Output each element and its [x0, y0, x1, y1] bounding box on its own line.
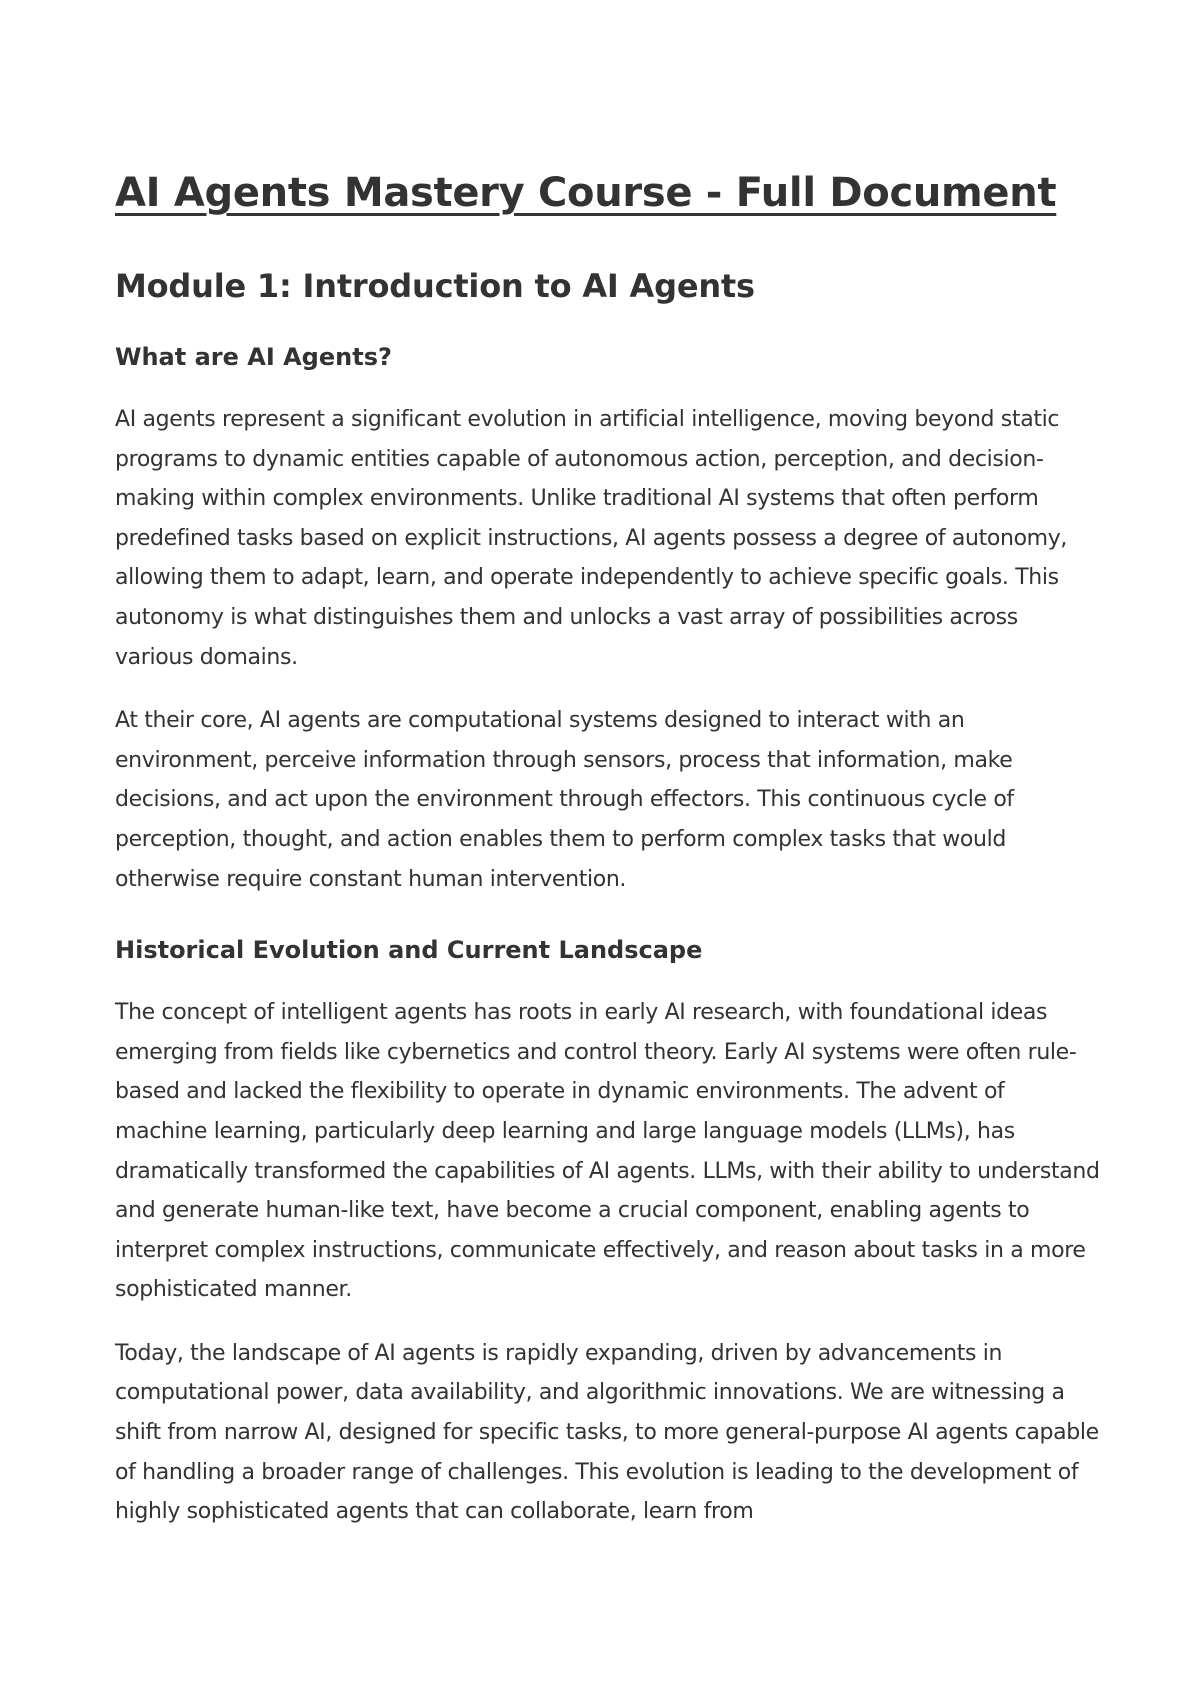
- section-what-are-ai-agents: [115, 340, 1100, 899]
- module-title: Module 1: Introduction to AI Agents: [115, 267, 755, 305]
- paragraph: AI agents represent a significant evolution in artificial intelligence, moving beyond static programs to dynamic entities capable of autonomous action, perception, and decision-making within complex environments. Unlike traditional AI systems that often perform predefined tasks based on explicit instructions, AI agents possess a degree of autonomy, allowing them to adapt, learn, and operate independently to achieve specific goals. This autonomy is what distinguishes them and unlocks a vast array of possibilities across various domains.: [115, 407, 1068, 670]
- section-heading: What are AI Agents?: [115, 343, 392, 371]
- document-title: AI Agents Mastery Course - Full Document: [115, 170, 1057, 216]
- document-page: [115, 165, 1100, 1532]
- paragraph: At their core, AI agents are computational systems designed to interact with an environment, perceive information through sensors, process that information, make decisions, and act upon the environment through effectors. This continuous cycle of perception, thought, and action enables them to perform complex tasks that would otherwise require constant human intervention.: [115, 708, 1014, 892]
- paragraph: The concept of intelligent agents has roots in early AI research, with foundational ideas emerging from fields like cybernetics and control theory. Early AI systems were often rule-based and lacked the flexibility to operate in dynamic environments. The advent of machine learning, particularly deep learning and large language models (LLMs), has dramatically transformed the capabilities of AI agents. LLMs, with their ability to understand and generate human-like text, have become a crucial component, enabling agents to interpret complex instructions, communicate effectively, and reason about tasks in a more sophisticated manner.: [115, 1000, 1100, 1303]
- section-heading: Historical Evolution and Current Landscape: [115, 936, 703, 965]
- paragraph: Today, the landscape of AI agents is rapidly expanding, driven by advancements in computational power, data availability, and algorithmic innovations. We are witnessing a shift from narrow AI, designed for specific tasks, to more general-purpose AI agents capable of handling a broader range of challenges. This evolution is leading to the development of highly sophisticated agents that can collaborate, learn from: [115, 1340, 1099, 1525]
- section-historical-evolution: [115, 933, 1100, 1532]
